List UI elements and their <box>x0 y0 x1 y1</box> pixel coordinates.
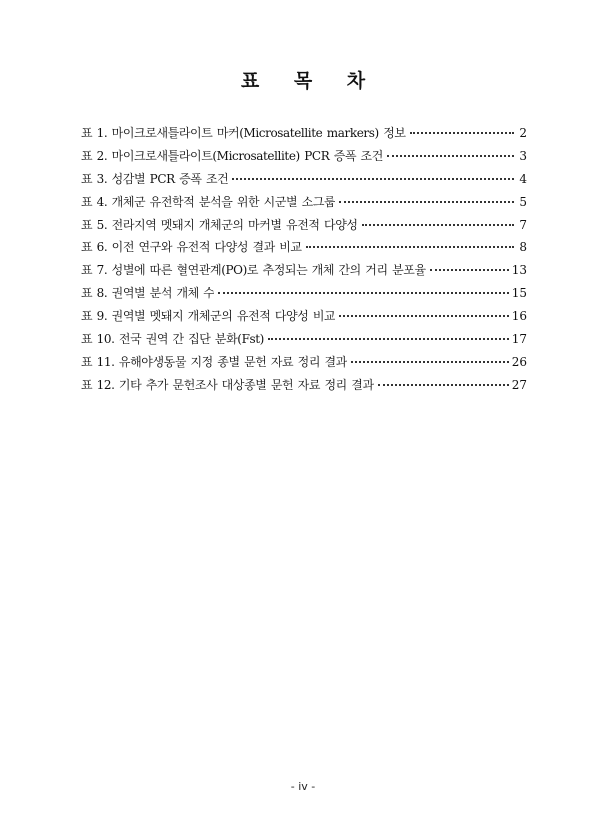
toc-entry-label: 표 11. 유해야생동물 지정 종별 문헌 자료 정리 결과 <box>81 354 347 369</box>
toc-entry-page-number: 2 <box>519 126 527 140</box>
toc-entry-page-number: 26 <box>511 354 527 369</box>
toc-entry-label: 표 8. 권역별 분석 개체 수 <box>81 286 215 301</box>
dot-leader <box>387 155 514 157</box>
toc-entry[interactable] <box>81 374 527 397</box>
toc-entry-page-number: 13 <box>511 263 527 278</box>
dot-leader <box>339 201 514 203</box>
toc-entry[interactable] <box>81 214 527 237</box>
toc-entry[interactable] <box>81 145 527 168</box>
toc-entry[interactable] <box>81 305 527 328</box>
toc-entry[interactable] <box>81 328 527 351</box>
toc-entry[interactable] <box>81 191 527 214</box>
dot-leader <box>218 292 508 294</box>
toc-entry-label: 표 1. 마이크로새틀라이트 마커(Microsatellite markers) 정보 <box>81 126 406 140</box>
toc-entry-label: 표 12. 기타 추가 문헌조사 대상종별 문헌 자료 정리 결과 <box>81 377 374 392</box>
toc-entry-label: 표 2. 마이크로새틀라이트(Microsatellite) PCR 증폭 조건 <box>81 148 383 163</box>
page-title: 표 목 차 <box>240 70 380 92</box>
toc-entry-label: 표 4. 개체군 유전학적 분석을 위한 시군별 소그룹 <box>81 194 336 209</box>
dot-leader <box>268 338 509 340</box>
dot-leader <box>351 361 509 363</box>
toc-entry[interactable] <box>81 282 527 305</box>
dot-leader <box>362 224 514 226</box>
dot-leader <box>339 315 509 317</box>
toc-entry-label: 표 3. 성감별 PCR 증폭 조건 <box>81 171 229 186</box>
toc-entry-page-number: 4 <box>519 171 527 186</box>
dot-leader <box>306 246 514 248</box>
dot-leader <box>430 269 509 271</box>
toc-entry-page-number: 15 <box>511 286 527 301</box>
toc-entry-page-number: 16 <box>511 309 527 324</box>
toc-entry[interactable] <box>81 351 527 374</box>
toc-entry-page-number: 5 <box>519 194 527 209</box>
toc-entry[interactable] <box>81 122 527 145</box>
toc-entry-page-number: 3 <box>519 148 527 163</box>
toc-entry-label: 표 5. 전라지역 멧돼지 개체군의 마커별 유전적 다양성 <box>81 217 358 232</box>
toc-entry-label: 표 6. 이전 연구와 유전적 다양성 결과 비교 <box>81 240 302 255</box>
toc-entry[interactable] <box>81 168 527 191</box>
table-of-contents-list <box>81 122 527 397</box>
toc-entry-label: 표 10. 전국 권역 간 집단 분화(Fst) <box>81 332 264 347</box>
toc-entry-page-number: 8 <box>519 240 527 255</box>
toc-entry-label: 표 7. 성별에 따른 혈연관계(PO)로 추정되는 개체 간의 거리 분포율 <box>81 263 426 278</box>
toc-entry[interactable] <box>81 236 527 259</box>
toc-entry-label: 표 9. 권역별 멧돼지 개체군의 유전적 다양성 비교 <box>81 309 336 324</box>
dot-leader <box>410 132 514 134</box>
dot-leader <box>232 178 514 180</box>
dot-leader <box>378 384 509 386</box>
toc-entry-page-number: 17 <box>511 332 527 347</box>
toc-entry-page-number: 7 <box>519 217 527 232</box>
page-number-footer: - iv - <box>290 780 316 793</box>
toc-entry-page-number: 27 <box>511 377 527 392</box>
toc-entry[interactable] <box>81 259 527 282</box>
